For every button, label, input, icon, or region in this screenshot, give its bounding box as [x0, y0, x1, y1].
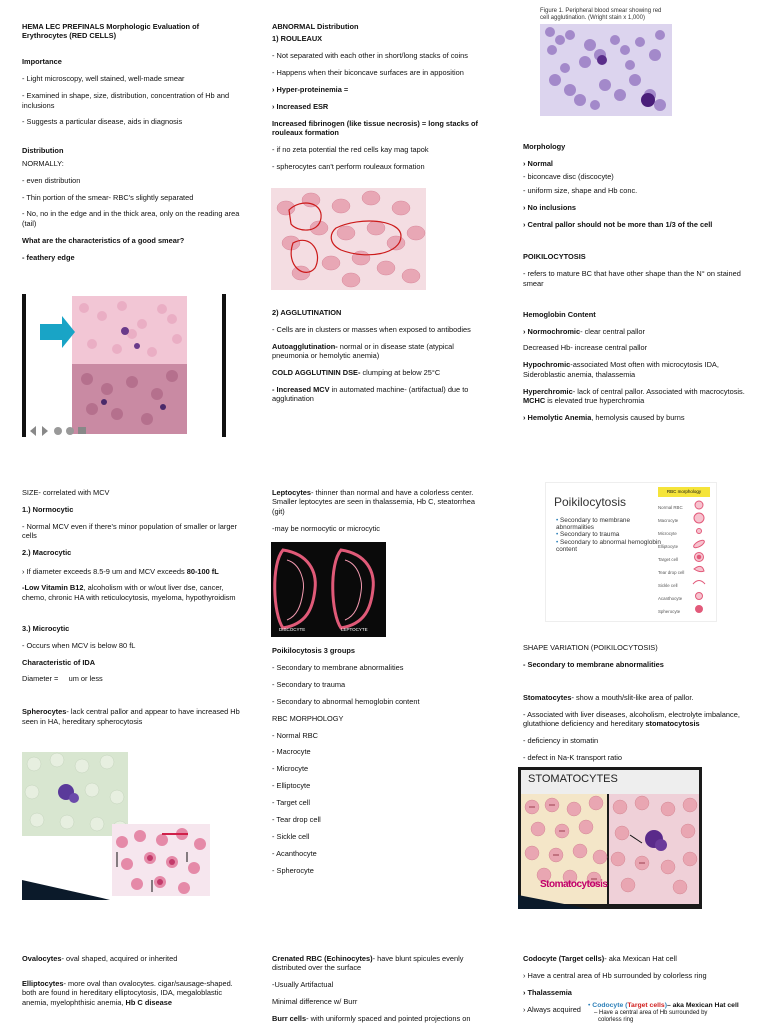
morph-item-normal: - Normal RBC [272, 730, 318, 740]
macrocytic-text: › If diameter exceeds 8.5-9 um and MCV exceeds [22, 566, 187, 576]
mchc-text: is elevated true hyperchromia [545, 396, 645, 406]
morph-item-spherocyte: - Spherocyte [272, 865, 314, 875]
morph-item-sickle: - Sickle cell [272, 831, 310, 841]
spherocytes-text: - lack central pallor and appear to have increased Hb seen in HA, hereditary spherocytosis [22, 707, 240, 726]
leptocytes-text-2: -may be normocytic or microcytic [272, 523, 381, 533]
legend-elliptocyte: Elliptocyte [658, 544, 679, 549]
poikilocytosis-groups-heading: Poikilocytosis 3 groups [272, 646, 355, 655]
spherocyte-rouleaux-note: - spherocytes can't perform rouleaux formation [272, 162, 425, 172]
ovalocytes-label: Ovalocytes [22, 954, 62, 963]
column-2-bottom [272, 954, 484, 1031]
diameter-text: Diameter = um or less [22, 674, 103, 684]
discocyte-label: DISCOCYTE [279, 627, 306, 632]
normal-label: › Normal [523, 158, 553, 168]
poikilocytosis-text: - refers to mature BC that have other shape than the N° on stained smear [523, 269, 741, 288]
no-inclusions: › No inclusions [523, 202, 576, 212]
hypochromic-text: -associated Most often with microcytosis IDA, Sideroblastic anemia, thalassemia [523, 360, 719, 379]
mchc-label: MCHC [523, 396, 546, 406]
figure-caption: Figure 1. Peripheral blood smear showing red cell agglutination. (Wright stain x 1,000) [540, 8, 662, 21]
elliptocytes-text: - more oval than ovalocytes. cigar/sausage-shaped. both are found in hereditary elliptocytosis, IDA, megaloblastic anemia, myelophthisic anemia, [22, 978, 233, 1007]
agglutination-heading: 2) AGGLUTINATION [272, 308, 342, 317]
burr-cells-text: - with uniformly spaced and pointed projections on [306, 1014, 471, 1024]
hypochromic-label: Hypochromic [523, 360, 571, 370]
thalassemia: › Thalassemia [523, 987, 572, 997]
stomatin-deficiency: - deficiency in stomatin [523, 736, 599, 746]
elliptocytes-label: Elliptocytes [22, 978, 64, 988]
morphology-heading: Morphology [523, 142, 566, 151]
slide-title: Poikilocytosis [554, 495, 627, 509]
legend-target: Target cell [658, 557, 679, 562]
feathery-edge: - feathery edge [22, 252, 75, 262]
macrocytic-mcv: 80-100 fL [186, 566, 219, 576]
leptocytes-text: - thinner than normal and have a colorless center. Smaller leptocytes are seen in thalassemia, Hb C, steatorrhea (git) [272, 488, 475, 516]
slide-bullet-2: • Secondary to trauma [556, 531, 620, 539]
hemoglobin-content-heading: Hemoglobin Content [523, 309, 596, 319]
microcytic-text: - Occurs when MCV is below 80 fL [22, 640, 136, 650]
morph-item-teardrop: - Tear drop cell [272, 815, 321, 825]
hyperchromic-text: - lack of central pallor. Associated with macrocytosis. [572, 386, 745, 396]
column-2-poikilocytosis [272, 646, 484, 883]
size-heading: SIZE- correlated with MCV [22, 488, 110, 497]
page-title: HEMA LEC PREFINALS Morphologic Evaluation of Erythrocytes (RED CELLS) [22, 22, 200, 41]
importance-item-1: - Light microscopy, well stained, well-made smear [22, 74, 185, 84]
distribution-heading: Distribution [22, 146, 64, 156]
always-acquired: › Always acquired [523, 1004, 581, 1014]
spherocyte-image [22, 752, 210, 900]
stomatocytes-assoc: - Associated with liver diseases, alcoholism, electrolyte imbalance, glutathione deficiency and hereditary [523, 709, 740, 729]
normally-label: NORMALLY: [22, 158, 64, 168]
legend-microcyte: Microcyte [658, 531, 677, 536]
column-1-top [22, 22, 242, 270]
distribution-item-3: - No, no in the edge and in the thick area, only on the reading area (tail) [22, 209, 240, 228]
poikilocytosis-slide [545, 482, 717, 622]
column-3-stomatocytes [523, 643, 745, 770]
zeta-note: - if no zeta potential the red cells kay mag tapok [272, 145, 429, 155]
increased-esr: › Increased ESR [272, 102, 329, 112]
normal-item-2: - uniform size, shape and Hb conc. [523, 185, 638, 195]
morph-item-acanthocyte: - Acanthocyte [272, 848, 317, 858]
usually-artifactual: -Usually Artifactual [272, 980, 334, 990]
importance-item-3: - Suggests a particular disease, aids in diagnosis [22, 117, 183, 127]
cold-agglutinin-text: clumping at below 25°C [360, 368, 441, 378]
importance-heading: Importance [22, 57, 62, 67]
spherocytes-label: Spherocytes [22, 707, 67, 717]
legend-teardrop: Tear drop cell [658, 570, 685, 575]
vitamin-b12-text: , alcoholism with or w/out liver dse, cancer, chemo, chronic HA with reticulocytosis, myeloma, hypothyroidism [22, 583, 236, 602]
rbc-legend-head: RBC morphology [658, 487, 710, 497]
leptocyte-label: LEPTOCYTE [341, 627, 368, 632]
hyperproteinemia: › Hyper-proteinemia = [272, 85, 349, 95]
distribution-item-1: - even distribution [22, 175, 81, 185]
rbc-morphology-heading: RBC MORPHOLOGY [272, 713, 344, 723]
column-2-top [272, 22, 484, 179]
legend-acanthocyte: Acanthocyte [658, 596, 683, 601]
autoagglutination-label: Autoagglutination- [272, 341, 338, 351]
codocyte-text: - aka Mexican Hat cell [604, 954, 677, 963]
crenated-text: - have blunt spicules evenly distributed over the surface [272, 954, 464, 973]
normocytic-heading: 1.) Normocytic [22, 504, 74, 514]
agglutination-item-1: - Cells are in clusters or masses when exposed to antibodies [272, 324, 471, 334]
agglutination-figure [530, 0, 678, 120]
rouleaux-heading: 1) ROULEAUX [272, 34, 323, 44]
stomatocytosis-label: Stomatocytosis [540, 879, 608, 890]
rouleaux-item-2: - Happens when their biconcave surfaces are in apposition [272, 68, 464, 78]
column-3-top [523, 142, 745, 430]
legend-macrocyte: Macrocyte [658, 518, 679, 523]
poikilocytosis-heading: POIKILOCYTOSIS [523, 252, 586, 262]
group-3: - Secondary to abnormal hemoglobin content [272, 696, 420, 706]
normochromic-label: › Normochromic [523, 326, 581, 336]
leptocyte-figure [271, 542, 386, 637]
rouleaux-image [271, 188, 426, 290]
ida-heading: Characteristic of IDA [22, 657, 96, 667]
stomatocytes-label: Stomatocytes [523, 692, 572, 702]
codocyte-inset: • Codocyte (Target cells)– aka Mexican Hat cell – Have a central area of Hb surrounded by colorless ring [588, 1002, 768, 1024]
smear-image [22, 294, 226, 437]
slide-bullet-1: • Secondary to membrane abnormalities [556, 517, 630, 532]
stomatocytes-figure [518, 767, 702, 909]
burr-cells-label: Burr cells [272, 1014, 307, 1024]
decreased-hb: Decreased Hb- increase central pallor [523, 343, 648, 353]
morph-item-elliptocyte: - Elliptocyte [272, 781, 311, 791]
morph-item-macrocyte: - Macrocyte [272, 747, 311, 757]
column-1-middle [22, 488, 244, 734]
abnormal-distribution-heading: ABNORMAL Distribution [272, 22, 359, 31]
morph-item-target: - Target cell [272, 798, 311, 808]
column-1-bottom [22, 954, 244, 1015]
normochromic-text: - clear central pallor [580, 326, 645, 336]
stomatocytes-text: - show a mouth/slit-like area of pallor. [571, 692, 694, 702]
arrow-icon [40, 316, 75, 348]
microcytic-heading: 3.) Microcytic [22, 623, 70, 633]
mcv-text: in automated machine- (artifactual) due to agglutination [272, 385, 469, 404]
macrocytic-heading: 2.) Macrocytic [22, 548, 72, 558]
fibrinogen-note: Increased fibrinogen (like tissue necrosis) = long stacks of rouleaux formation [272, 118, 478, 138]
stomatocytosis-term: stomatocytosis [645, 719, 700, 729]
rouleaux-item-1: - Not separated with each other in short/long stacks of coins [272, 51, 468, 61]
hyperchromic-label: Hyperchromic [523, 386, 573, 396]
hbc-disease: Hb C disease [125, 997, 172, 1007]
stomatocytes-figure-title: STOMATOCYTES [528, 773, 618, 785]
morph-item-microcyte: - Microcyte [272, 764, 309, 774]
codocyte-label: Codocyte (Target cells) [523, 954, 605, 963]
secondary-membrane: - Secondary to membrane abnormalities [523, 659, 664, 669]
minimal-difference: Minimal difference w/ Burr [272, 997, 358, 1007]
group-2: - Secondary to trauma [272, 679, 346, 689]
central-pallor-rule: › Central pallor should not be more than 1/3 of the cell [523, 219, 713, 229]
distribution-item-2: - Thin portion of the smear- RBC's slightly separated [22, 192, 194, 202]
normal-item-1: - biconcave disc (discocyte) [523, 172, 614, 182]
legend-sickle: Sickle cell [658, 583, 678, 588]
codocyte-item-1: › Have a central area of Hb surrounded by colorless ring [523, 970, 707, 980]
vitamin-b12-label: -Low Vitamin B12 [22, 583, 84, 593]
column-2-agglutination [272, 308, 484, 411]
hemolytic-anemia-text: , hemolysis caused by burns [591, 413, 685, 422]
ovalocytes-text: - oval shaped, acquired or inherited [61, 954, 178, 963]
cold-agglutinin-label: COLD AGGLUTININ DSE- [272, 368, 361, 378]
legend-normal: Normal RBC [658, 505, 683, 510]
importance-item-2: - Examined in shape, size, distribution, concentration of Hb and inclusions [22, 91, 230, 110]
column-2-middle [272, 488, 484, 541]
legend-spherocyte: Spherocyte [658, 609, 681, 614]
autoagglutination-text: normal or in disease state (atypical pneumonia or hemolytic anemia) [272, 341, 454, 361]
shape-variation-heading: SHAPE VARIATION (POIKILOCYTOSIS) [523, 643, 658, 652]
leptocytes-label: Leptocytes [272, 488, 312, 497]
na-k-defect: - defect in Na-K transport ratio [523, 752, 622, 762]
good-smear-question: What are the characteristics of a good smear? [22, 235, 185, 245]
crenated-label: Crenated RBC (Echinocytes) [272, 954, 373, 963]
mcv-label: - Increased MCV [272, 385, 330, 395]
slide-bullet-3: • Secondary to abnormal hemoglobin content [556, 538, 661, 553]
group-1: - Secondary to membrane abnormalities [272, 662, 404, 672]
normocytic-text: - Normal MCV even if there's minor population of smaller or larger cells [22, 521, 237, 541]
hemolytic-anemia-label: › Hemolytic Anemia [523, 413, 592, 422]
